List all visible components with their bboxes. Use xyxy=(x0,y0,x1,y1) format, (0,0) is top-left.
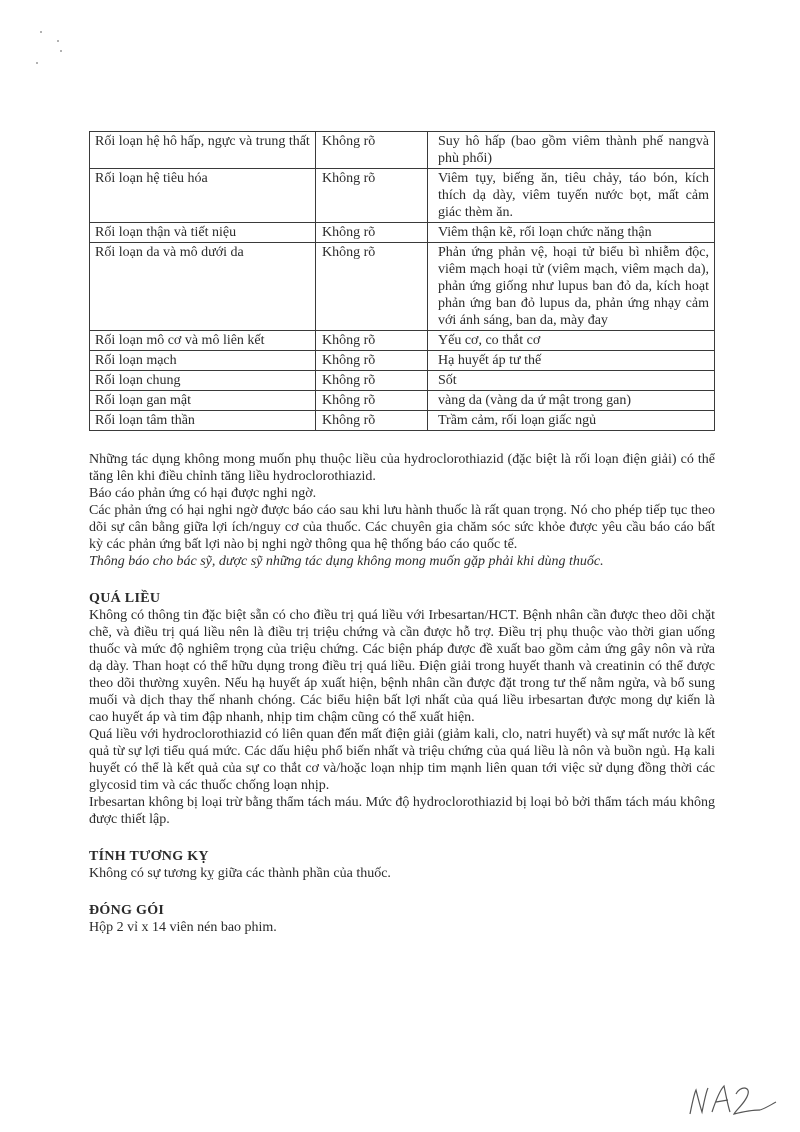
frequency-cell: Không rõ xyxy=(316,351,428,371)
reaction-cell: Sốt xyxy=(428,371,715,391)
body-text xyxy=(89,451,715,936)
reaction-cell: Trầm cảm, rối loạn giấc ngủ xyxy=(428,411,715,431)
incompatibility-paragraph: Không có sự tương kỵ giữa các thành phần của thuốc. xyxy=(89,866,391,881)
organ-cell: Rối loạn gan mật xyxy=(90,391,316,411)
incompatibility-heading: TÍNH TƯƠNG KỴ xyxy=(89,849,209,864)
table-row xyxy=(90,391,715,411)
scan-speck xyxy=(60,50,62,52)
frequency-cell: Không rõ xyxy=(316,169,428,223)
frequency-cell: Không rõ xyxy=(316,411,428,431)
scan-speck xyxy=(40,31,42,33)
reaction-cell: Viêm tụy, biếng ăn, tiêu chảy, táo bón, kích thích dạ dày, viêm tuyến nước bọt, mất cảm giác thèm ăn. xyxy=(428,169,715,223)
organ-cell: Rối loạn hệ tiêu hóa xyxy=(90,169,316,223)
report-paragraph: Các phản ứng có hại nghi ngờ được báo cáo sau khi lưu hành thuốc là rất quan trọng. Nó cho phép tiếp tục theo dõi sự cân bằng giữa lợi ích/nguy cơ của thuốc. Các chuyên gia chăm sóc sức khỏe được yêu cầu báo cáo bất kỳ các phản ứng bất lợi nào bị nghi ngờ thông qua hệ thống báo cáo quốc tế. xyxy=(89,503,715,552)
frequency-cell: Không rõ xyxy=(316,391,428,411)
table-row xyxy=(90,169,715,223)
organ-cell: Rối loạn thận và tiết niệu xyxy=(90,223,316,243)
incompatibility-section xyxy=(89,848,715,882)
organ-cell: Rối loạn mô cơ và mô liên kết xyxy=(90,331,316,351)
frequency-cell: Không rõ xyxy=(316,243,428,331)
adverse-note-paragraph: Những tác dụng không mong muốn phụ thuộc liều của hydroclorothiazid (đặc biệt là rối loạn điện giải) có thể tăng lên khi điều chỉnh tăng liều hydroclorothiazid. xyxy=(89,452,715,484)
organ-cell: Rối loạn mạch xyxy=(90,351,316,371)
organ-cell: Rối loạn hệ hô hấp, ngực và trung thất xyxy=(90,132,316,169)
frequency-cell: Không rõ xyxy=(316,132,428,169)
table-row xyxy=(90,371,715,391)
organ-cell: Rối loạn chung xyxy=(90,371,316,391)
organ-cell: Rối loạn da và mô dưới da xyxy=(90,243,316,331)
reaction-cell: vàng da (vàng da ứ mật trong gan) xyxy=(428,391,715,411)
scan-speck xyxy=(36,62,38,64)
reaction-cell: Suy hô hấp (bao gồm viêm thành phế nangvà phù phổi) xyxy=(428,132,715,169)
overdose-paragraph: Quá liều với hydroclorothiazid có liên quan đến mất điện giải (giảm kali, clo, natri huyết) và sự mất nước là kết quả từ sự lợi tiểu quá mức. Các dấu hiệu phổ biến nhất và triệu chứng của quá liều là nôn và buồn ngủ. Hạ kali huyết có thể là kết quả của sự co thắt cơ và/hoặc loạn nhịp tim mạnh liên quan tới việc sử dụng đồng thời các glycosid tim và các thuốc chống loạn nhịp. xyxy=(89,727,715,793)
table-row xyxy=(90,351,715,371)
handwritten-signature xyxy=(686,1080,778,1120)
frequency-cell: Không rõ xyxy=(316,371,428,391)
organ-cell: Rối loạn tâm thần xyxy=(90,411,316,431)
frequency-cell: Không rõ xyxy=(316,331,428,351)
table-row xyxy=(90,223,715,243)
adverse-reactions-table xyxy=(89,131,715,431)
packaging-heading: ĐÓNG GÓI xyxy=(89,903,165,918)
overdose-heading: QUÁ LIỀU xyxy=(89,591,161,606)
table-row xyxy=(90,331,715,351)
reaction-cell: Hạ huyết áp tư thế xyxy=(428,351,715,371)
packaging-section xyxy=(89,902,715,936)
overdose-paragraph: Không có thông tin đặc biệt sẵn có cho điều trị quá liều với Irbesartan/HCT. Bệnh nhân cần được theo dõi chặt chẽ, và điều trị quá liều nên là điều trị triệu chứng và cần được hỗ trợ. Điều trị phụ thuộc vào thời gian uống thuốc và mức độ nghiêm trọng của triệu chứng. Các biện pháp được đề xuất bao gồm cảm ứng gây nôn và rửa dạ dày. Than hoạt có thể hữu dụng trong điều trị quá liều. Điện giải trong huyết thanh và creatinin có thể được theo dõi thường xuyên. Nếu hạ huyết áp xuất hiện, bệnh nhân cần được đặt trong tư thế nằm ngửa, và bổ sung muối và dịch thay thế nhanh chóng. Các biểu hiện bất lợi nhất của quá liều irbesartan được mong dự kiến là cao huyết áp và tim đập nhanh, nhịp tim chậm cũng có thể xuất hiện. xyxy=(89,608,715,725)
frequency-cell: Không rõ xyxy=(316,223,428,243)
table-row xyxy=(90,243,715,331)
table-row xyxy=(90,132,715,169)
table-row xyxy=(90,411,715,431)
overdose-paragraph: Irbesartan không bị loại trừ bằng thẩm tách máu. Mức độ hydroclorothiazid bị loại bỏ bởi thẩm tách máu không được thiết lập. xyxy=(89,795,715,827)
reaction-cell: Yếu cơ, co thắt cơ xyxy=(428,331,715,351)
overdose-section xyxy=(89,590,715,828)
reaction-cell: Viêm thận kẽ, rối loạn chức năng thận xyxy=(428,223,715,243)
scan-speck xyxy=(57,40,59,42)
packaging-paragraph: Hộp 2 vỉ x 14 viên nén bao phim. xyxy=(89,920,277,935)
reaction-cell: Phản ứng phản vệ, hoại tử biểu bì nhiễm độc, viêm mạch hoại tử (viêm mạch, viêm mạch da), phản ứng giống như lupus ban đỏ da, kích hoạt phản ứng ban đỏ lupus da, phản ứng nhạy cảm với ánh sáng, ban da, mày đay xyxy=(428,243,715,331)
report-title-paragraph: Báo cáo phản ứng có hại được nghi ngờ. xyxy=(89,486,317,501)
notify-paragraph: Thông báo cho bác sỹ, dược sỹ những tác dụng không mong muốn gặp phải khi dùng thuốc. xyxy=(89,554,604,569)
